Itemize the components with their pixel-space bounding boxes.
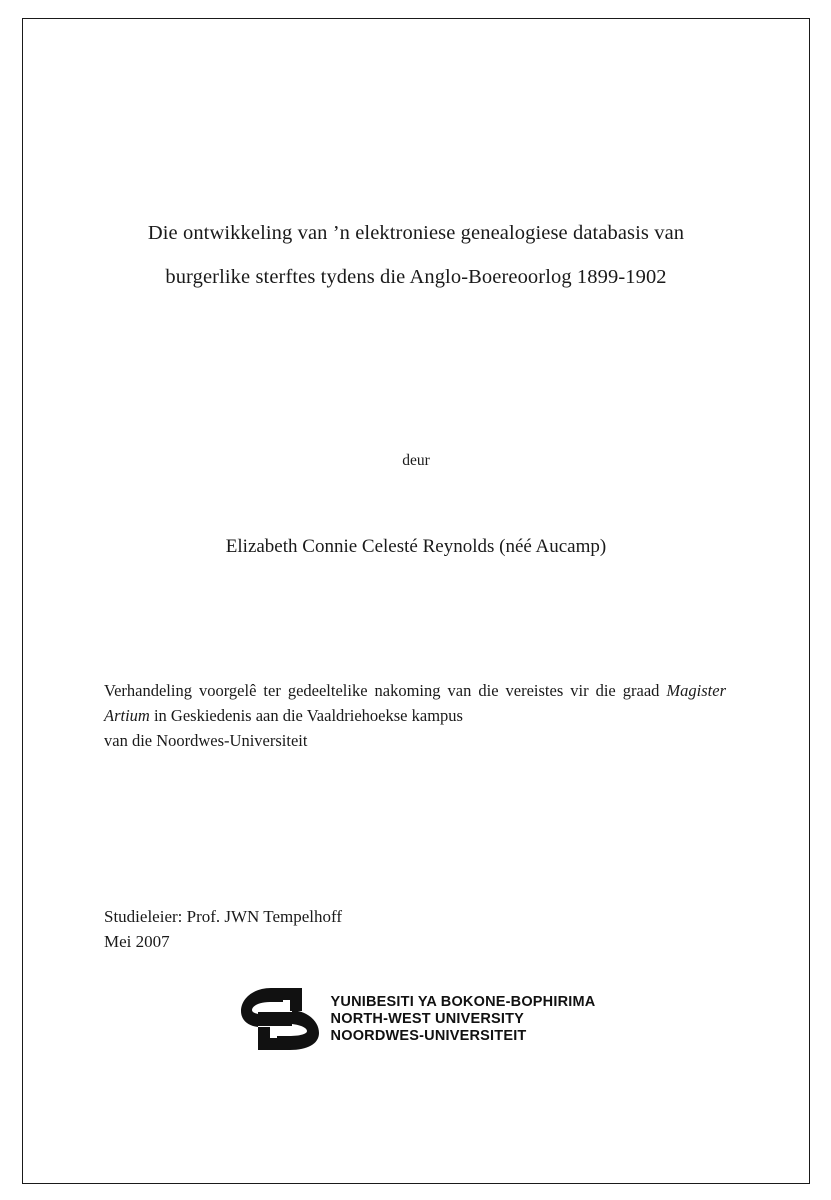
degree-name: Magister Artium <box>104 681 726 725</box>
university-logo-text <box>331 994 596 1045</box>
supervisor-line: Studieleier: Prof. JWN Tempelhoff <box>104 907 343 926</box>
logo-text-line-1: YUNIBESITI YA BOKONE-BOPHIRIMA <box>330 993 596 1010</box>
degree-statement-line-3: van die Noordwes-Universiteit <box>104 731 308 750</box>
by-label: deur <box>402 452 430 469</box>
supervisor-block <box>104 904 726 954</box>
date-line: Mei 2007 <box>104 932 170 951</box>
degree-statement <box>104 678 726 753</box>
page-title <box>100 211 732 299</box>
degree-statement-part-2: in Geskiedenis aan die Vaaldriehoekse kampus <box>149 706 463 725</box>
author-name: Elizabeth Connie Celesté Reynolds (néé Aucamp) <box>225 536 607 557</box>
degree-statement-part-1: Verhandeling voorgelê ter gedeeltelike nakoming van die vereistes vir die graad <box>104 681 667 700</box>
logo-text-line-2: NORTH-WEST UNIVERSITY <box>330 1010 525 1027</box>
university-logo <box>100 984 732 1054</box>
nwu-logo-mark-icon <box>237 984 323 1054</box>
title-line-2: burgerlike sterftes tydens die Anglo-Boereoorlog 1899-1902 <box>165 266 667 288</box>
page-content <box>100 18 732 1184</box>
title-line-1: Die ontwikkeling van ’n elektroniese genealogiese databasis van <box>147 222 685 244</box>
logo-text-line-3: NOORDWES-UNIVERSITEIT <box>330 1027 527 1044</box>
